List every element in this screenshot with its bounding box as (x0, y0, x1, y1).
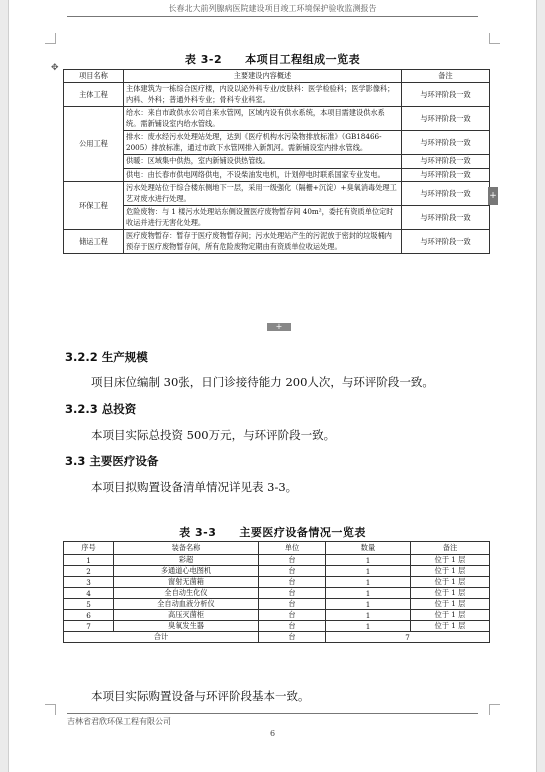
table-row (64, 230, 490, 254)
cell: 台 (259, 566, 326, 577)
medical-equipment-table (63, 541, 490, 643)
cell: 台 (259, 621, 326, 632)
cell: 全自动生化仪 (114, 588, 259, 599)
cell: 位于 1 层 (411, 577, 490, 588)
table-row (64, 83, 490, 107)
table2-col-note: 备注 (411, 542, 490, 555)
cell: 1 (326, 621, 411, 632)
cell: 高压灭菌柜 (114, 610, 259, 621)
table-row (64, 555, 490, 566)
description-cell: 供电：由长春市供电网络供电，不设柴油发电机，计划停电时联系国家专业发电。 (124, 168, 402, 182)
cell: 1 (326, 577, 411, 588)
cell: 位于 1 层 (411, 610, 490, 621)
cell: 位于 1 层 (411, 555, 490, 566)
cell: 1 (326, 599, 411, 610)
table-row (64, 206, 490, 230)
table2-col-name: 装备名称 (114, 542, 259, 555)
table1-col-project: 项目名称 (64, 70, 124, 83)
footer-rule (67, 713, 478, 714)
cell: 7 (64, 621, 114, 632)
crop-mark-bottom-left (45, 704, 56, 715)
cell: 2 (64, 566, 114, 577)
table1-col-note: 备注 (402, 70, 490, 83)
table2-caption: 表 3-3 主要医疗设备情况一览表 (179, 526, 366, 539)
category-cell: 公用工程 (64, 107, 124, 182)
table-row (64, 155, 490, 169)
total-qty: 7 (326, 632, 490, 643)
cell: 台 (259, 555, 326, 566)
table-move-handle-icon[interactable]: ✥ (51, 63, 59, 73)
note-cell: 与环评阶段一致 (402, 168, 490, 182)
cell: 位于 1 层 (411, 566, 490, 577)
table-row (64, 610, 490, 621)
description-cell: 危险废物：与 1 楼污水处理站东侧设置医疗废物暂存间 40m²，委托有资质单位定时收运并进行无害化处理。 (124, 206, 402, 230)
cell: 6 (64, 610, 114, 621)
cell: 多通道心电图机 (114, 566, 259, 577)
description-cell: 污水处理站位于综合楼东侧地下一层，采用一级强化（隔栅+沉淀）+臭氧消毒处理工艺对废水进行处理。 (124, 182, 402, 206)
crop-mark-top-left (45, 33, 56, 44)
footer-company: 吉林省君欣环保工程有限公司 (67, 717, 171, 726)
description-cell: 给水：来自市政供水公司自来水管网，区域内设有供水系统，本项目需建设供水系统。需新铺设室内给水管线。 (124, 107, 402, 131)
table1-caption: 表 3-2 本项目工程组成一览表 (184, 53, 361, 66)
table2-col-unit: 单位 (259, 542, 326, 555)
cell: 台 (259, 577, 326, 588)
cell: 4 (64, 588, 114, 599)
section-heading: 3.2.2 生产规模 (65, 350, 148, 364)
add-row-icon[interactable]: + (267, 323, 291, 331)
table-row (64, 599, 490, 610)
table-row (64, 588, 490, 599)
category-cell: 主体工程 (64, 83, 124, 107)
table-row (64, 621, 490, 632)
cell: 1 (326, 588, 411, 599)
table-row (64, 182, 490, 206)
header-rule (67, 16, 478, 17)
crop-mark-bottom-right (489, 704, 500, 715)
note-cell: 与环评阶段一致 (402, 206, 490, 230)
note-cell: 与环评阶段一致 (402, 155, 490, 169)
cell: 位于 1 层 (411, 621, 490, 632)
cell: 台 (259, 599, 326, 610)
note-cell: 与环评阶段一致 (402, 131, 490, 155)
note-cell: 与环评阶段一致 (402, 230, 490, 254)
cell: 1 (326, 555, 411, 566)
page-number: 6 (269, 729, 276, 738)
cell: 台 (259, 610, 326, 621)
cell: 窗射无菌箱 (114, 577, 259, 588)
cell: 彩超 (114, 555, 259, 566)
total-row (64, 632, 490, 643)
section-paragraph: 本项目实际总投资 500万元，与环评阶段一致。 (91, 428, 336, 442)
description-cell: 供暖：区域集中供热，室内新铺设供热管线。 (124, 155, 402, 169)
cell: 臭氧发生器 (114, 621, 259, 632)
cell: 1 (326, 610, 411, 621)
description-cell: 主体建筑为一栋综合医疗楼，内设以泌外科专业/皮肤科：医学检验科；医学影像科；内科、外科；普通外科专业；骨科专业科室。 (124, 83, 402, 107)
section-paragraph: 项目床位编制 30张，日门诊接待能力 200人次，与环评阶段一致。 (91, 375, 434, 389)
table-resize-handle-icon[interactable]: + (488, 187, 498, 205)
section-heading: 3.3 主要医疗设备 (65, 454, 159, 468)
cell: 台 (259, 588, 326, 599)
table-row (64, 566, 490, 577)
crop-mark-top-right (489, 33, 500, 44)
table1-col-content: 主要建设内容概述 (124, 70, 402, 83)
table2-col-index: 序号 (64, 542, 114, 555)
project-composition-table (63, 69, 490, 254)
page-header: 长春北大前列腺病医院建设项目竣工环境保护验收监测报告 (168, 4, 377, 13)
table-row (64, 577, 490, 588)
cell: 3 (64, 577, 114, 588)
note-cell: 与环评阶段一致 (402, 107, 490, 131)
category-cell: 环保工程 (64, 182, 124, 230)
table-row (64, 131, 490, 155)
section-paragraph: 本项目拟购置设备清单情况详见表 3-3。 (91, 480, 298, 494)
table-row (64, 107, 490, 131)
cell: 位于 1 层 (411, 588, 490, 599)
cell: 5 (64, 599, 114, 610)
cell: 位于 1 层 (411, 599, 490, 610)
note-cell: 与环评阶段一致 (402, 83, 490, 107)
category-cell: 储运工程 (64, 230, 124, 254)
description-cell: 医疗废物暂存：暂存于医疗废物暂存间；污水处理站产生的污泥放于密封的垃圾桶内预存于医疗废物暂存间，所有危险废物定期由有资质单位收运处理。 (124, 230, 402, 254)
total-unit: 台 (259, 632, 326, 643)
table2-col-qty: 数量 (326, 542, 411, 555)
cell: 全自动血液分析仪 (114, 599, 259, 610)
cell: 1 (64, 555, 114, 566)
cell: 1 (326, 566, 411, 577)
total-label: 合计 (64, 632, 259, 643)
closing-paragraph: 本项目实际购置设备与环评阶段基本一致。 (91, 689, 310, 703)
note-cell: 与环评阶段一致 (402, 182, 490, 206)
description-cell: 排水：废水经污水处理站处理，达到《医疗机构水污染物排放标准》（GB18466-2005）排放标准，通过市政下水管网排入新凯河。需新铺设室内排水管线。 (124, 131, 402, 155)
table-row (64, 168, 490, 182)
document-page (8, 0, 537, 772)
section-heading: 3.2.3 总投资 (65, 402, 137, 416)
